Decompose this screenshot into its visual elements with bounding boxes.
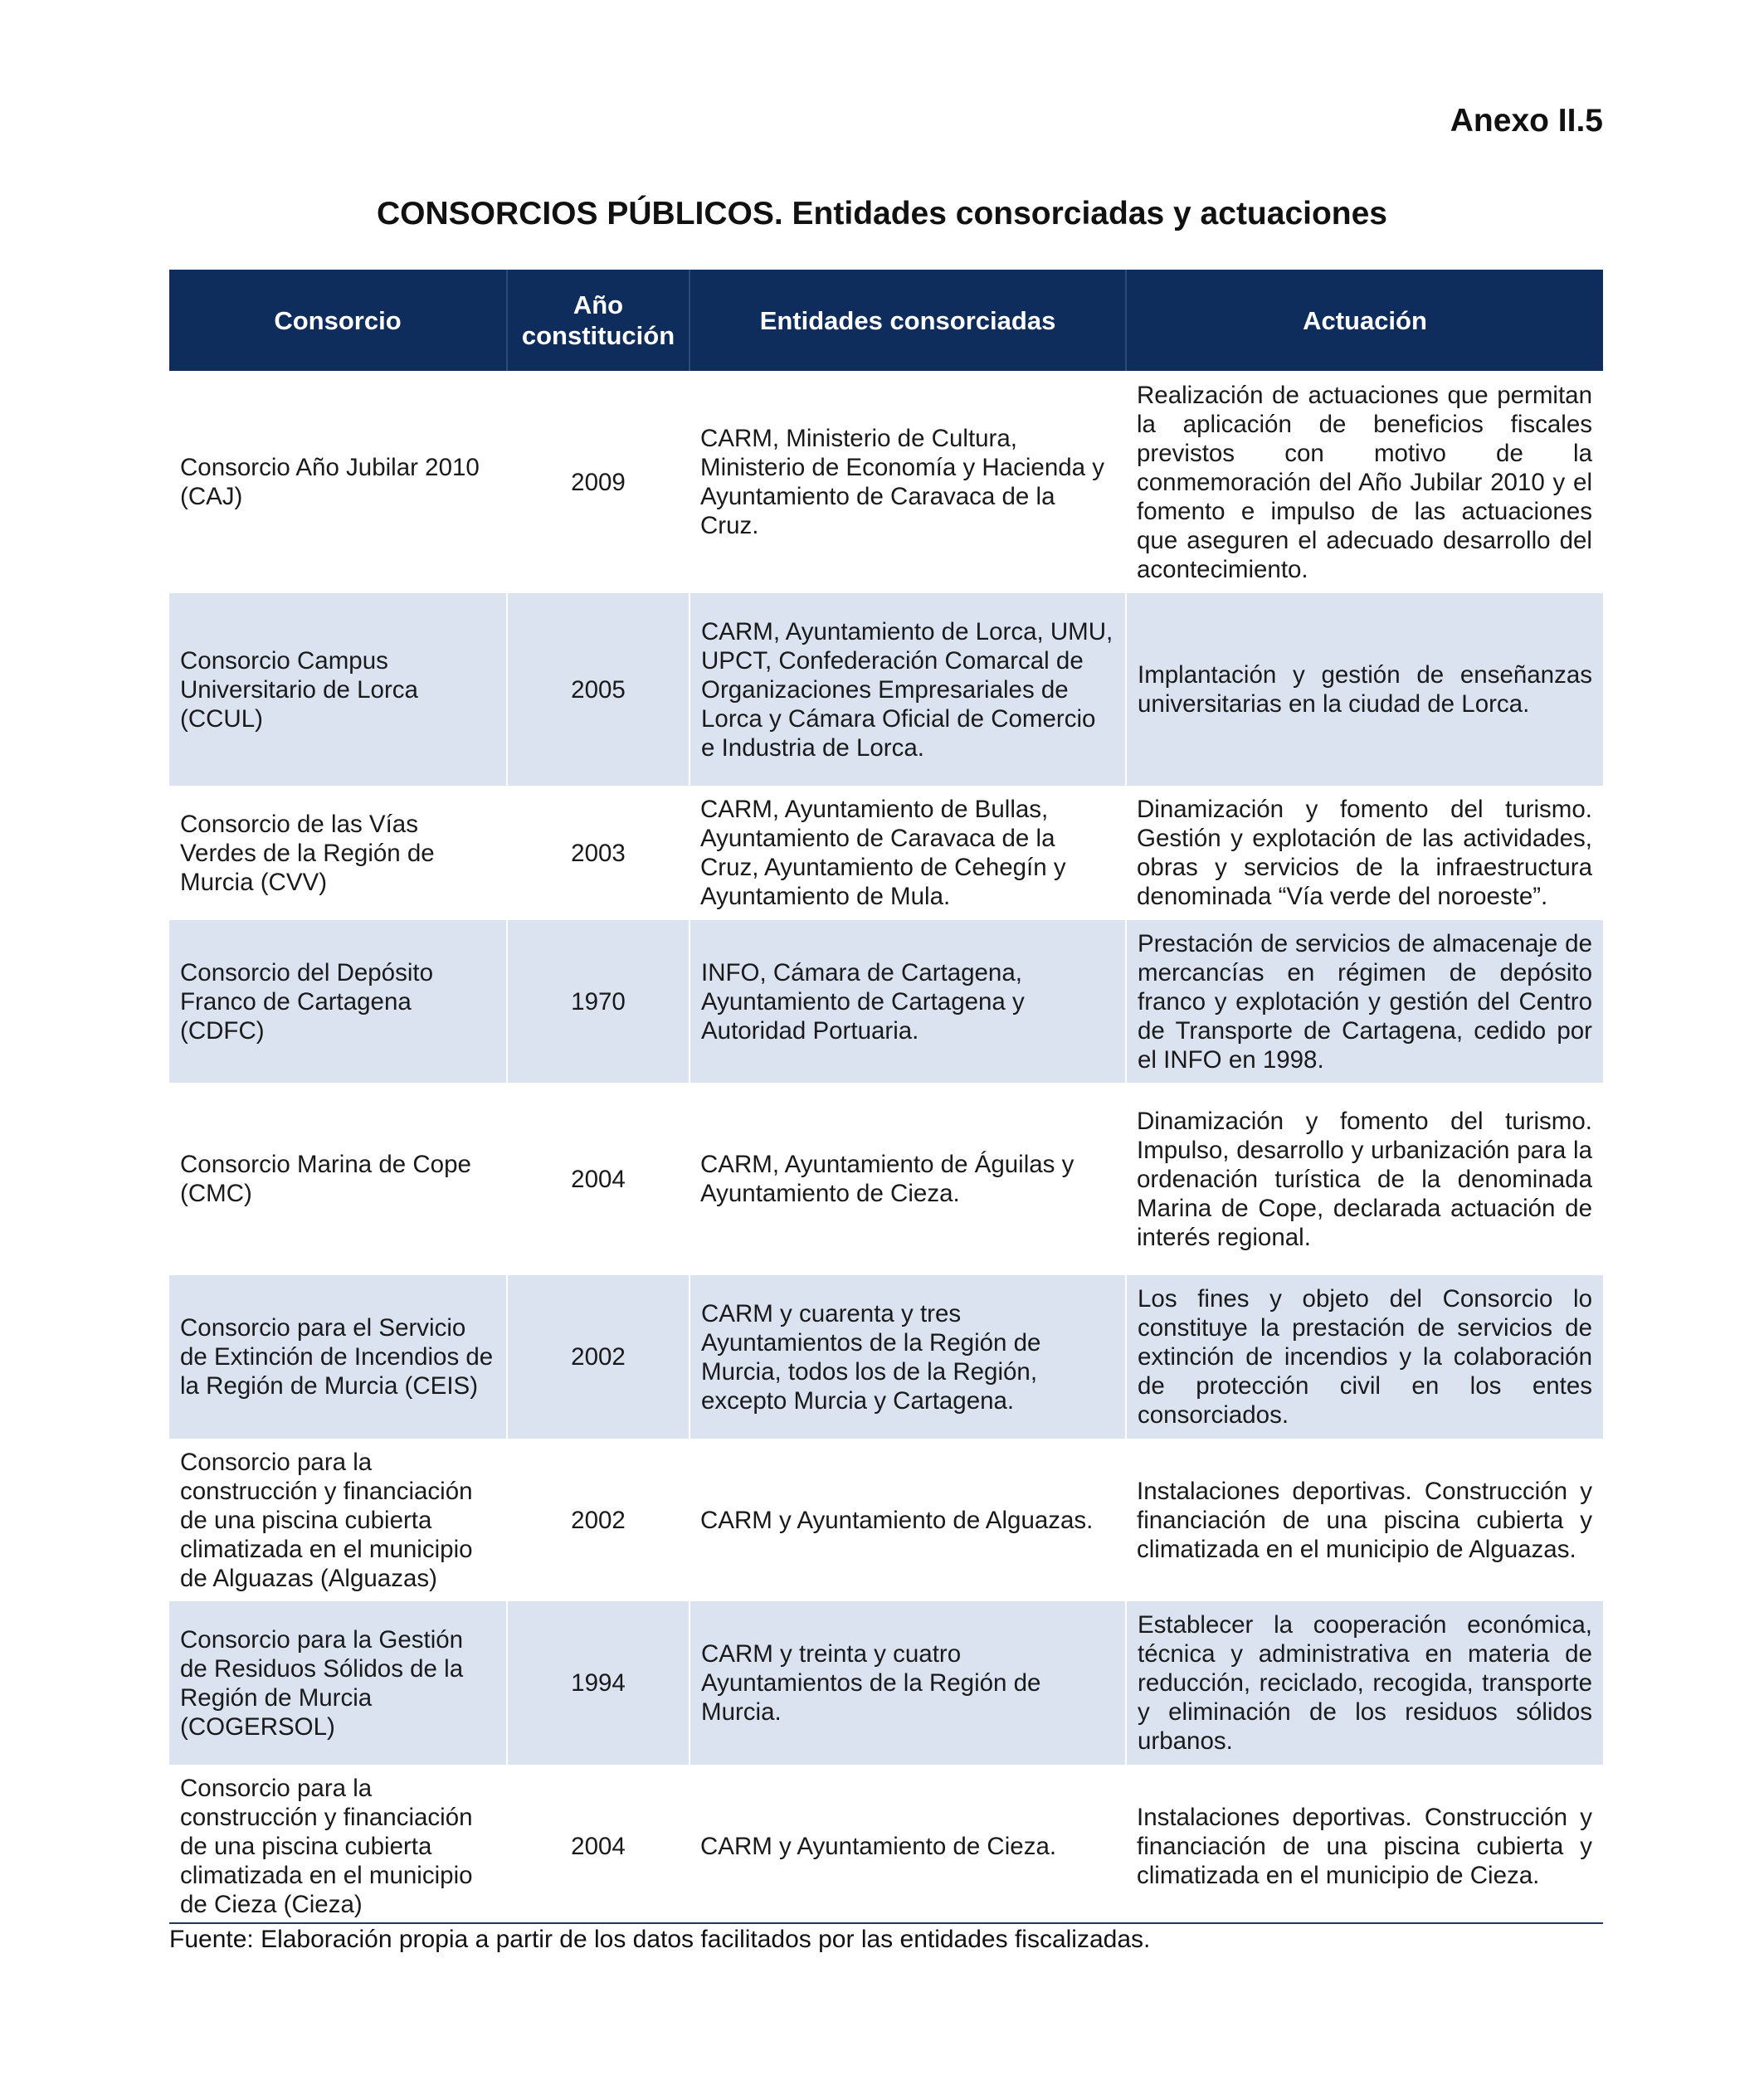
table-header-row <box>169 270 1603 371</box>
table-row <box>169 593 1603 786</box>
cell-consorcio: Consorcio Año Jubilar 2010 (CAJ) <box>180 454 480 510</box>
cell-anio: 2004 <box>571 1832 626 1860</box>
cell-anio: 2002 <box>507 1275 690 1439</box>
cell-entidades: CARM, Ayuntamiento de Águilas y Ayuntamiento de Cieza. <box>700 1151 1074 1207</box>
cell-actuacion: Dinamización y fomento del turismo. Gestión y explotación de las actividades, obras y servicios de la infraestructura denominada “Vía verde del noroeste”. <box>1137 796 1592 910</box>
cell-consorcio: Consorcio Marina de Cope (CMC) <box>180 1151 471 1207</box>
cell-entidades: CARM y cuarenta y tres Ayuntamientos de la Región de Murcia, todos los de la Región, excepto Murcia y Cartagena. <box>690 1275 1126 1439</box>
cell-entidades: CARM, Ayuntamiento de Bullas, Ayuntamiento de Caravaca de la Cruz, Ayuntamiento de Cehegín y Ayuntamiento de Mula. <box>700 796 1066 910</box>
cell-entidades: INFO, Cámara de Cartagena, Ayuntamiento de Cartagena y Autoridad Portuaria. <box>690 920 1126 1083</box>
table-row <box>169 1601 1603 1765</box>
cell-entidades: CARM y Ayuntamiento de Alguazas. <box>700 1506 1094 1534</box>
cell-anio: 2004 <box>571 1165 626 1193</box>
header-actuacion: Actuación <box>1126 270 1603 371</box>
cell-consorcio: Consorcio de las Vías Verdes de la Región de Murcia (CVV) <box>180 810 435 896</box>
table-row <box>169 1439 1603 1601</box>
cell-anio: 2003 <box>571 839 626 867</box>
cell-actuacion: Dinamización y fomento del turismo. Impulso, desarrollo y urbanización para la ordenación turística de la denominada Marina de Cope, declarada actuación de interés regional. <box>1137 1107 1592 1251</box>
header-anio: Año constitución <box>507 270 690 371</box>
table-row <box>169 1083 1603 1275</box>
cell-anio: 2009 <box>571 468 626 496</box>
annex-label: Anexo II.5 <box>1450 103 1603 139</box>
cell-anio: 1994 <box>507 1601 690 1765</box>
table-row <box>169 1765 1603 1927</box>
cell-consorcio: Consorcio para la construcción y financiación de una piscina cubierta climatizada en el municipio de Cieza (Cieza) <box>180 1774 473 1918</box>
cell-actuacion: Los fines y objeto del Consorcio lo constituye la prestación de servicios de extinción de incendios y la colaboración de protección civil en los entes consorciados. <box>1126 1275 1603 1439</box>
cell-consorcio: Consorcio Campus Universitario de Lorca (CCUL) <box>169 593 507 786</box>
cell-consorcio: Consorcio para la construcción y financiación de una piscina cubierta climatizada en el municipio de Alguazas (Alguazas) <box>180 1448 473 1592</box>
cell-consorcio: Consorcio del Depósito Franco de Cartagena (CDFC) <box>169 920 507 1083</box>
cell-actuacion: Establecer la cooperación económica, técnica y administrativa en materia de reducción, reciclado, recogida, transporte y eliminación de los residuos sólidos urbanos. <box>1126 1601 1603 1765</box>
cell-anio: 1970 <box>507 920 690 1083</box>
cell-entidades: CARM y Ayuntamiento de Cieza. <box>700 1832 1057 1860</box>
header-entidades: Entidades consorciadas <box>690 270 1126 371</box>
cell-actuacion: Instalaciones deportivas. Construcción y financiación de una piscina cubierta y climatizada en el municipio de Cieza. <box>1137 1803 1592 1889</box>
table-bottom-rule <box>169 1922 1603 1924</box>
header-consorcio: Consorcio <box>169 270 507 371</box>
cell-entidades: CARM, Ministerio de Cultura, Ministerio de Economía y Hacienda y Ayuntamiento de Caravaca de la Cruz. <box>700 425 1104 539</box>
cell-actuacion: Instalaciones deportivas. Construcción y financiación de una piscina cubierta y climatizada en el municipio de Alguazas. <box>1137 1477 1592 1563</box>
table-row <box>169 920 1603 1083</box>
consortia-table <box>169 270 1603 1927</box>
cell-consorcio: Consorcio para el Servicio de Extinción de Incendios de la Región de Murcia (CEIS) <box>169 1275 507 1439</box>
cell-actuacion: Realización de actuaciones que permitan la aplicación de beneficios fiscales previstos con motivo de la conmemoración del Año Jubilar 2010 y el fomento e impulso de las actuaciones que aseguren el adecuado desarrollo del acontecimiento. <box>1137 381 1592 583</box>
source-note: Fuente: Elaboración propia a partir de los datos facilitados por las entidades fiscalizadas. <box>169 1926 1151 1953</box>
cell-anio: 2002 <box>571 1506 626 1534</box>
cell-anio: 2005 <box>507 593 690 786</box>
cell-actuacion: Implantación y gestión de enseñanzas universitarias en la ciudad de Lorca. <box>1126 593 1603 786</box>
cell-entidades: CARM, Ayuntamiento de Lorca, UMU, UPCT, Confederación Comarcal de Organizaciones Empresariales de Lorca y Cámara Oficial de Comercio e Industria de Lorca. <box>690 593 1126 786</box>
cell-entidades: CARM y treinta y cuatro Ayuntamientos de la Región de Murcia. <box>690 1601 1126 1765</box>
cell-consorcio: Consorcio para la Gestión de Residuos Sólidos de la Región de Murcia (COGERSOL) <box>169 1601 507 1765</box>
cell-actuacion: Prestación de servicios de almacenaje de mercancías en régimen de depósito franco y explotación y gestión del Centro de Transporte de Cartagena, cedido por el INFO en 1998. <box>1126 920 1603 1083</box>
table-row <box>169 371 1603 593</box>
page-title: CONSORCIOS PÚBLICOS. Entidades consorciadas y actuaciones <box>377 196 1387 231</box>
table-row <box>169 1275 1603 1439</box>
table-row <box>169 786 1603 920</box>
